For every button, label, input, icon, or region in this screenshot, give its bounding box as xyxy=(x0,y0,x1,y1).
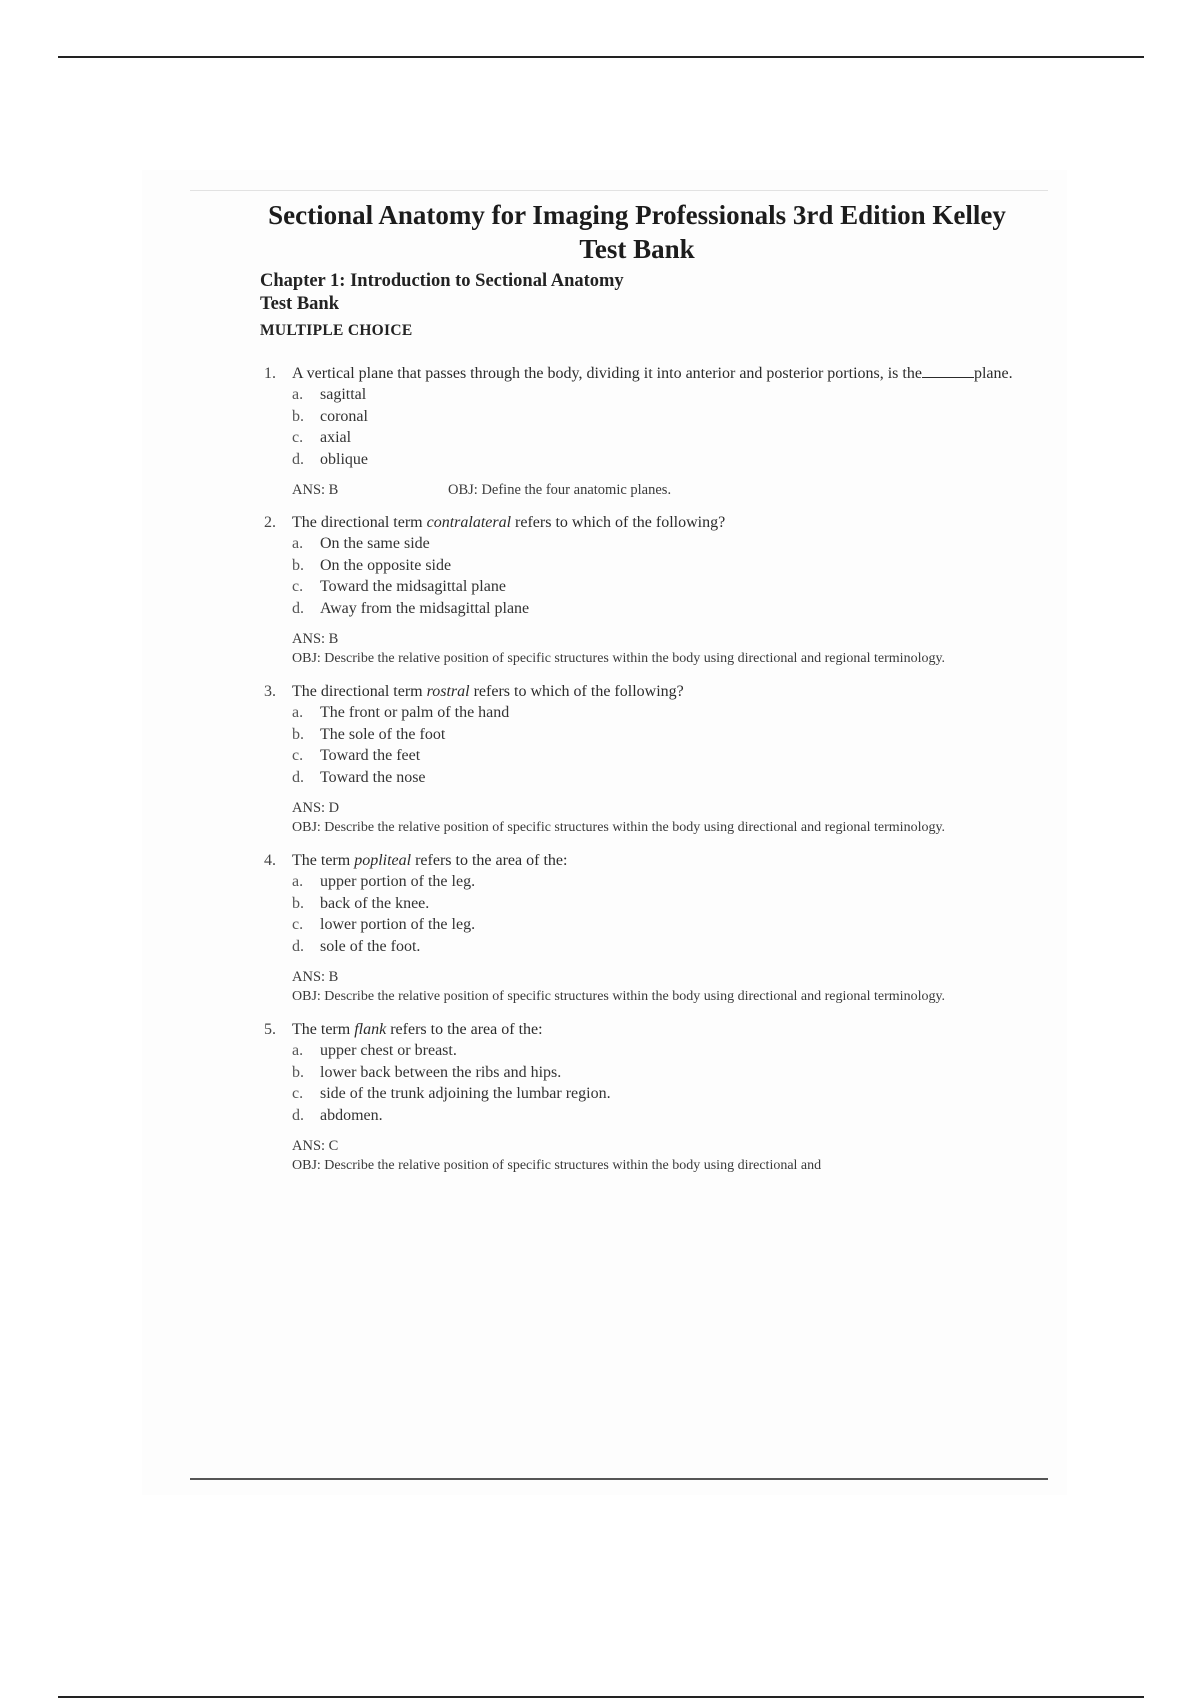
question-stem xyxy=(260,850,1030,871)
learning-objective: OBJ: Define the four anatomic planes. xyxy=(448,482,672,498)
question-text-part: refers to the area of the: xyxy=(411,852,568,869)
choice-text: On the same side xyxy=(320,535,430,552)
question-text-part: The term xyxy=(292,852,355,869)
choice-letter: c. xyxy=(292,747,304,764)
objective-row xyxy=(292,649,972,669)
question-stem xyxy=(260,1019,1030,1040)
chapter-title: Chapter 1: Introduction to Sectional Anatomy xyxy=(260,271,624,291)
choice-letter: d. xyxy=(292,599,304,617)
answer-choice xyxy=(292,427,1030,449)
answer-value: ANS: D xyxy=(292,800,340,816)
choice-letter: b. xyxy=(292,407,304,425)
question-text-part: The term xyxy=(292,1021,355,1038)
answer-choice xyxy=(292,598,1030,620)
answer-row xyxy=(292,480,1030,500)
question-key-term: contralateral xyxy=(426,514,512,531)
question-text xyxy=(292,681,1030,702)
question-text-part: refers to which of the following? xyxy=(511,514,726,531)
choice-text: side of the trunk adjoining the lumbar region. xyxy=(320,1085,611,1102)
question-key-term: popliteal xyxy=(354,852,412,869)
answer-choice xyxy=(292,533,1030,555)
choice-letter: b. xyxy=(292,725,304,743)
choice-list xyxy=(260,1040,1030,1126)
choice-text: Toward the nose xyxy=(320,768,426,786)
learning-objective: OBJ: Describe the relative position of specific structures within the body using directional and regional terminology. xyxy=(292,989,946,1004)
choice-letter: a. xyxy=(292,386,304,403)
choice-text: lower back between the ribs and hips. xyxy=(320,1063,562,1081)
answer-row xyxy=(292,1136,1030,1156)
choice-letter: c. xyxy=(292,916,304,933)
answer-choice xyxy=(292,384,1030,406)
answer-choice xyxy=(292,1040,1030,1062)
choice-letter: d. xyxy=(292,450,304,468)
choice-text: The sole of the foot xyxy=(320,725,446,743)
question-text-part: plane. xyxy=(973,365,1013,382)
choice-text: upper portion of the leg. xyxy=(320,873,476,890)
choice-text: Toward the midsagittal plane xyxy=(320,578,506,595)
choice-text: Toward the feet xyxy=(320,747,421,764)
choice-list xyxy=(260,533,1030,619)
answer-choice xyxy=(292,555,1030,577)
answer-choice xyxy=(292,893,1030,915)
answer-choice xyxy=(292,1105,1030,1127)
question-number: 3. xyxy=(264,683,276,700)
choice-text: upper chest or breast. xyxy=(320,1042,457,1059)
question-text xyxy=(292,850,1030,871)
header-rule xyxy=(190,190,1048,191)
choice-letter: c. xyxy=(292,578,304,595)
answer-value: ANS: C xyxy=(292,1138,339,1154)
document-title: Sectional Anatomy for Imaging Professionals 3rd Edition Kelley Test Bank xyxy=(268,200,1006,264)
answer-row xyxy=(292,629,1030,649)
answer-choice xyxy=(292,1062,1030,1084)
question-item xyxy=(260,512,1030,669)
answer-choice xyxy=(292,1083,1030,1105)
learning-objective: OBJ: Describe the relative position of specific structures within the body using directional and regional terminology. xyxy=(292,651,946,666)
choice-letter: b. xyxy=(292,894,304,912)
choice-text: Away from the midsagittal plane xyxy=(320,599,530,617)
choice-text: oblique xyxy=(320,450,368,468)
choice-text: back of the knee. xyxy=(320,894,430,912)
choice-text: abdomen. xyxy=(320,1106,383,1124)
answer-choice xyxy=(292,767,1030,789)
question-key-term: flank xyxy=(354,1021,387,1038)
document-page xyxy=(142,170,1067,1495)
question-number: 4. xyxy=(264,852,276,869)
question-item xyxy=(260,363,1030,500)
question-stem xyxy=(260,363,1030,384)
answer-value: ANS: B xyxy=(292,482,339,498)
question-text xyxy=(292,512,1030,533)
footer-rule xyxy=(190,1478,1048,1480)
learning-objective: OBJ: Describe the relative position of specific structures within the body using directional and xyxy=(292,1158,822,1173)
answer-key xyxy=(260,1136,1030,1176)
answer-choice xyxy=(292,745,1030,767)
choice-letter: a. xyxy=(292,535,304,552)
section-heading: MULTIPLE CHOICE xyxy=(260,322,413,339)
answer-key xyxy=(260,629,1030,669)
question-key-term: rostral xyxy=(426,683,470,700)
choice-text: The front or palm of the hand xyxy=(320,704,510,721)
choice-letter: c. xyxy=(292,1085,304,1102)
choice-list xyxy=(260,384,1030,470)
question-text-part: A vertical plane that passes through the body, dividing it into anterior and posterior portions, is the xyxy=(292,365,922,382)
question-item xyxy=(260,681,1030,838)
answer-choice xyxy=(292,914,1030,936)
choice-letter: b. xyxy=(292,1063,304,1081)
answer-choice xyxy=(292,936,1030,958)
choice-letter: d. xyxy=(292,1106,304,1124)
answer-value: ANS: B xyxy=(292,969,339,985)
choice-text: coronal xyxy=(320,407,368,425)
choice-list xyxy=(260,871,1030,957)
answer-key xyxy=(260,798,1030,838)
answer-value: ANS: B xyxy=(292,631,339,647)
answer-choice xyxy=(292,871,1030,893)
question-text xyxy=(292,363,1030,384)
learning-objective: OBJ: Describe the relative position of specific structures within the body using directional and regional terminology. xyxy=(292,820,946,835)
answer-row xyxy=(292,967,1030,987)
choice-list xyxy=(260,702,1030,788)
choice-text: lower portion of the leg. xyxy=(320,916,476,933)
choice-letter: a. xyxy=(292,1042,304,1059)
answer-key xyxy=(260,967,1030,1007)
question-number: 5. xyxy=(264,1021,276,1038)
question-text-part: refers to which of the following? xyxy=(469,683,684,700)
choice-letter: b. xyxy=(292,556,304,574)
question-text-part: refers to the area of the: xyxy=(386,1021,543,1038)
chapter-heading xyxy=(260,270,624,316)
page-top-rule xyxy=(58,56,1144,58)
choice-text: sagittal xyxy=(320,386,367,403)
answer-choice xyxy=(292,406,1030,428)
choice-text: axial xyxy=(320,429,352,446)
choice-letter: a. xyxy=(292,704,304,721)
question-stem xyxy=(260,512,1030,533)
question-stem xyxy=(260,681,1030,702)
answer-choice xyxy=(292,576,1030,598)
question-text-part: The directional term xyxy=(292,683,427,700)
answer-choice xyxy=(292,449,1030,471)
question-item xyxy=(260,1019,1030,1176)
objective-row xyxy=(292,987,972,1007)
choice-letter: a. xyxy=(292,873,304,890)
question-number: 2. xyxy=(264,514,276,531)
answer-row xyxy=(292,798,1030,818)
choice-text: sole of the foot. xyxy=(320,937,421,955)
question-text xyxy=(292,1019,1030,1040)
answer-key xyxy=(260,480,1030,500)
question-item xyxy=(260,850,1030,1007)
page-bottom-rule xyxy=(58,1696,1144,1698)
question-list xyxy=(260,363,1030,1188)
question-text-part: The directional term xyxy=(292,514,427,531)
answer-choice xyxy=(292,724,1030,746)
answer-choice xyxy=(292,702,1030,724)
choice-letter: c. xyxy=(292,429,304,446)
objective-row xyxy=(292,818,972,838)
chapter-subtitle: Test Bank xyxy=(260,294,340,314)
choice-text: On the opposite side xyxy=(320,556,452,574)
question-number: 1. xyxy=(264,365,276,382)
choice-letter: d. xyxy=(292,937,304,955)
choice-letter: d. xyxy=(292,768,304,786)
fill-in-blank xyxy=(922,363,974,378)
objective-row xyxy=(292,1156,972,1176)
